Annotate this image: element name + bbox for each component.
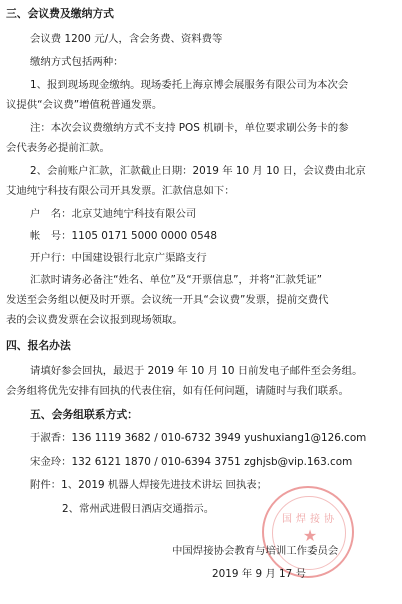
official-seal-stamp	[262, 486, 354, 578]
contact-song-jinling: 宋金玲：132 6121 1870 / 010-6394 3751 zghjsb@vip.163.com	[30, 456, 353, 468]
account-name: 户 名：北京艾迪纯宁科技有限公司	[30, 208, 197, 220]
payment-method-1-line-1: 1、报到现场现金缴纳。现场委托上海京博会展服务有限公司为本次会	[30, 79, 349, 91]
signature-organization: 中国焊接协会教育与培训工作委员会	[172, 545, 339, 557]
payment-methods-intro: 缴纳方式包括两种：	[30, 56, 124, 68]
attachment-1: 附件：1、2019 机器人焊接先进技术讲坛 回执表；	[30, 479, 268, 491]
registration-line-2: 会务组将优先安排有回执的代表住宿，如有任何问题，请随时与我们联系。	[6, 385, 349, 397]
remittance-note-line-1: 汇款时请务必备注“姓名、单位”及“开票信息”，并将“汇款凭证”	[30, 274, 323, 286]
fee-amount-line: 会议费 1200 元/人，含会务费、资料费等	[30, 33, 223, 45]
note-line-2: 会代表务必提前汇款。	[6, 142, 110, 154]
account-bank: 开户行：中国建设银行北京广渠路支行	[30, 252, 207, 264]
contact-yu-shuxiang: 于淑香：136 1119 3682 / 010-6732 3949 yushuxiang1@126.com	[30, 432, 367, 444]
payment-method-2-line-2: 艾迪纯宁科技有限公司开具发票。汇款信息如下：	[6, 185, 235, 197]
account-number: 帐 号：1105 0171 5000 0000 0548	[30, 230, 217, 242]
signature-date: 2019 年 9 月 17 号	[212, 568, 306, 580]
seal-star-icon: ★	[302, 526, 318, 545]
payment-method-1-line-2: 议提供“会议费”增值税普通发票。	[6, 99, 163, 111]
section-3-heading: 三、会议费及缴纳方式	[6, 7, 114, 20]
section-5-heading: 五、会务组联系方式：	[30, 408, 138, 421]
remittance-note-line-3: 表的会议费发票在会议报到现场领取。	[6, 314, 183, 326]
note-line-1: 注：本次会议费缴纳方式不支持 POS 机刷卡，单位要求刷公务卡的参	[30, 122, 349, 134]
attachment-2: 2、常州武进假日酒店交通指示。	[62, 503, 215, 515]
payment-method-2-line-1: 2、会前账户汇款，汇款截止日期：2019 年 10 月 10 日，会议费由北京	[30, 165, 366, 177]
remittance-note-line-2: 发送至会务组以便及时开票。会议统一开具“会议费”发票，提前交费代	[6, 294, 329, 306]
registration-line-1: 请填好参会回执，最迟于 2019 年 10 月 10 日前发电子邮件至会务组。	[30, 365, 363, 377]
section-4-heading: 四、报名办法	[6, 339, 71, 352]
seal-text: 国焊接协	[282, 514, 338, 525]
